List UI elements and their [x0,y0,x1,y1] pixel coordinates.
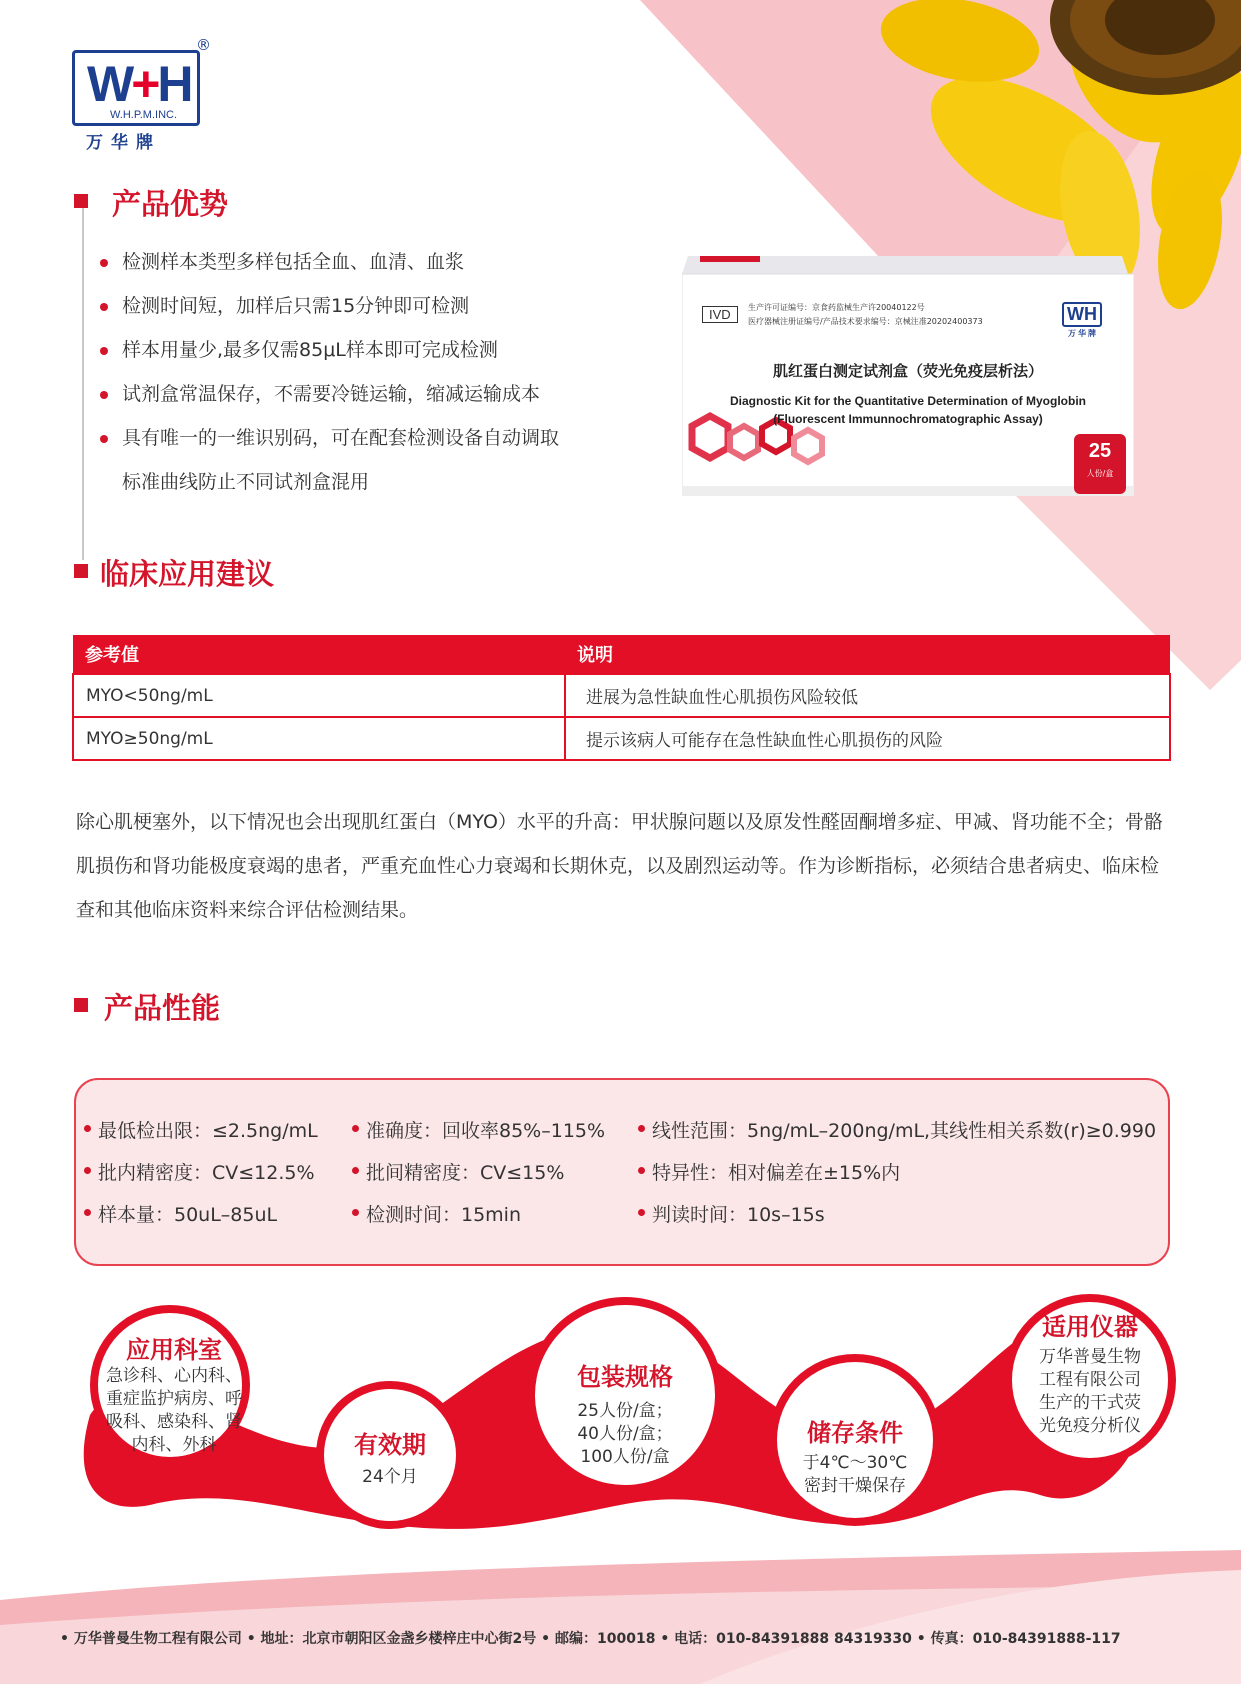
package-line: 40人份/盒； [577,1424,673,1444]
logo-mark: W+H [87,56,191,112]
performance-panel [74,1078,1170,1266]
performance-item: 特异性：相对偏差在±15%内 [638,1158,900,1185]
registered-mark: ® [196,36,211,54]
footer-bullet: • [246,1631,261,1647]
footer-company: 万华普曼生物工程有限公司 [73,1631,242,1647]
reference-table [72,635,1171,761]
clinical-title: 临床应用建议 [100,557,275,591]
instrument-title: 适用仪器 [1042,1313,1138,1341]
table-row [73,717,1170,760]
instrument-line: 光免疫分析仪 [1039,1416,1141,1436]
performance-item: 判读时间：10s–15s [638,1200,825,1227]
product-name-cn: 肌红蛋白测定试剂盒（荧光免疫层析法） [772,362,1043,380]
departments-line: 急诊科、心内科、 [106,1366,242,1386]
info-circle-chain [0,1285,1241,1545]
ivd-label: IVD [702,306,738,323]
table-cell: MYO<50ng/mL [73,674,565,717]
footer-bullet: • [60,1631,74,1647]
performance-item: 准确度：回收率85%–115% [352,1116,605,1143]
validity-title: 有效期 [354,1431,426,1459]
advantages-list [100,240,660,504]
package-title: 包装规格 [577,1363,673,1391]
advantage-item: 检测时间短，加样后只需15分钟即可检测 [100,284,660,328]
product-box-image [682,256,1134,496]
section-marker [74,998,88,1012]
product-box-logo: WH [1062,302,1102,327]
performance-item: 批间精密度：CV≤15% [352,1158,564,1185]
storage-circle [785,1413,925,1498]
clinical-paragraph: 除心肌梗塞外，以下情况也会出现肌红蛋白（MYO）水平的升高：甲状腺问题以及原发性醛固酮增多症、甲减、肾功能不全；骨骼肌损伤和肾功能极度衰竭的患者，严重充血性心力衰竭和长期休克，以及剧烈运动等。作为诊断指标，必须结合患者病史、临床检查和其他临床资料来综合评估检测结果。 [76,811,1163,921]
product-name-en-2: (Fluorescent Immunnochromatographic Assay) [773,412,1043,426]
departments-title: 应用科室 [126,1336,222,1364]
section-marker [74,194,88,208]
footer-contact [60,1628,1220,1648]
storage-title: 储存条件 [807,1419,903,1447]
advantages-title: 产品优势 [112,187,229,221]
brand-name-cn: 万华牌 [86,133,161,153]
performance-item: 线性范围：5ng/mL–200ng/mL,其线性相关系数(r)≥0.990 [638,1116,1156,1143]
table-cell: MYO≥50ng/mL [73,717,565,760]
performance-item: 最低检出限：≤2.5ng/mL [84,1116,318,1143]
instrument-circle [1020,1307,1160,1438]
license-line-1: 生产许可证编号：京食药监械生产许20040122号 [748,303,925,312]
departments-line: 重症监护病房、呼 [106,1389,242,1409]
performance-item: 批内精密度：CV≤12.5% [84,1158,315,1185]
performance-title: 产品性能 [104,991,221,1025]
advantage-item-continued: 标准曲线防止不同试剂盒混用 [122,471,370,493]
company-en: W.H.P.M.INC. [110,109,178,121]
product-name-en-1: Diagnostic Kit for the Quantitative Determination of Myoglobin [729,394,1086,408]
departments-line: 吸科、感染科、肾 [106,1412,242,1432]
product-count: 25 [1088,440,1112,462]
footer-postcode: 邮编：100018 [554,1631,656,1647]
storage-line: 于4℃～30℃ [802,1453,908,1473]
license-line-2: 医疗器械注册证编号/产品技术要求编号：京械注准20202400373 [748,317,983,326]
table-header: 参考值 [73,635,565,674]
validity-text: 24个月 [362,1467,418,1487]
footer-bullet: • [660,1631,675,1647]
performance-item: 样本量：50uL–85uL [84,1200,277,1227]
instrument-line: 生产的干式荧 [1039,1393,1141,1413]
product-count-unit: 人份/盒 [1086,469,1114,478]
departments-circle [94,1330,254,1457]
footer-fax: 传真：010-84391888-117 [930,1631,1121,1647]
instrument-line: 工程有限公司 [1039,1370,1141,1390]
instrument-line: 万华普曼生物 [1039,1347,1141,1367]
section-marker [74,564,88,578]
footer-bullet: • [541,1631,555,1647]
table-header-row [73,635,1170,674]
package-line: 25人份/盒； [577,1401,673,1421]
table-cell: 进展为急性缺血性心肌损伤风险较低 [565,674,1170,717]
storage-line: 密封干燥保存 [804,1476,906,1496]
advantage-item: 具有唯一的一维识别码，可在配套检测设备自动调取 [100,416,660,460]
validity-circle [330,1425,450,1489]
performance-item: 检测时间：15min [352,1200,521,1227]
footer-bullet: • [916,1631,931,1647]
package-circle [545,1357,705,1469]
package-line: 100人份/盒 [580,1447,670,1467]
advantage-item: 试剂盒常温保存，不需要冷链运输，缩减运输成本 [100,372,660,416]
footer-phone: 电话：010-84391888 84319330 [674,1631,912,1647]
advantage-item: 样本用量少,最多仅需85μL样本即可完成检测 [100,328,660,372]
table-cell: 提示该病人可能存在急性缺血性心肌损伤的风险 [565,717,1170,760]
advantage-item: 检测样本类型多样包括全血、血清、血浆 [100,240,660,284]
departments-line: 内科、外科 [131,1435,217,1455]
footer-address: 地址：北京市朝阳区金盏乡楼梓庄中心街2号 [260,1631,537,1647]
table-header: 说明 [565,635,1170,674]
table-row [73,674,1170,717]
section-divider-line [82,200,84,560]
product-box-logo-cn: 万华牌 [1068,329,1098,338]
